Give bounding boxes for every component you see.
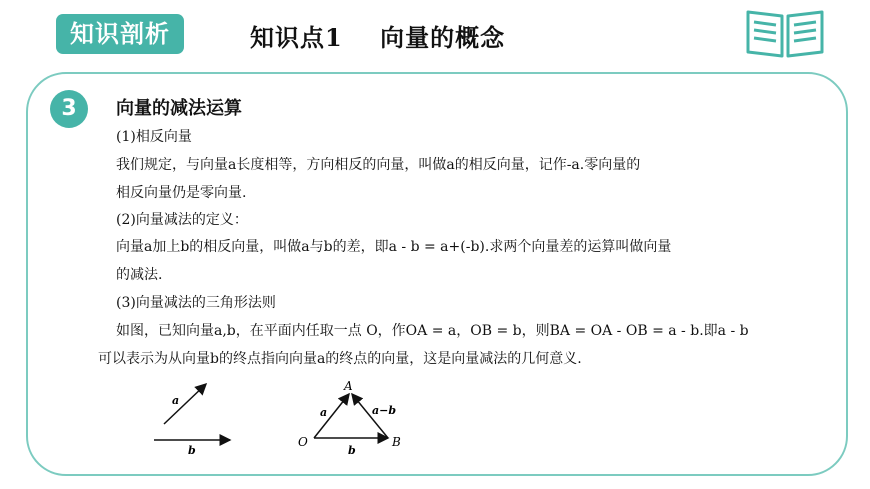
section-heading: 向量的减法运算: [116, 98, 242, 119]
vector-a-arrow: [164, 384, 206, 424]
section-number: 3: [50, 90, 88, 128]
vector-a-label: a: [172, 394, 180, 407]
vector-b-label: b: [188, 444, 196, 457]
text-line: 可以表示为从向量b的终点指向向量a的终点的向量，这是向量减法的几何意义.: [98, 351, 582, 367]
text-line: 向量a加上b的相反向量，叫做a与b的差，即a - b = a+(-b).求两个向量差的运算叫做向量: [116, 239, 672, 255]
side-a-label: a: [320, 406, 328, 419]
side-b-label: b: [348, 444, 356, 457]
point-O-label: O: [298, 435, 308, 449]
text-line: (3)向量减法的三角形法则: [116, 295, 276, 311]
text-line: 的减法.: [116, 267, 163, 283]
point-B-label: B: [392, 435, 401, 449]
text-line: 相反向量仍是零向量.: [116, 185, 247, 201]
point-A-label: A: [344, 379, 353, 393]
triangle-figure: [292, 378, 412, 458]
text-line: (2)向量减法的定义：: [116, 212, 248, 228]
page-title: 知识点1 向量的概念: [250, 23, 506, 52]
text-line: 如图，已知向量a,b，在平面内任取一点 O，作OA = a，OB = b，则BA = OA - OB = a - b.即a - b: [116, 323, 749, 339]
text-line: 我们规定，与向量a长度相等，方向相反的向量，叫做a的相反向量，记作-a.零向量的: [116, 157, 641, 173]
book-icon: [742, 6, 828, 60]
section-badge: 知识剖析: [56, 14, 184, 54]
text-line: (1)相反向量: [116, 129, 192, 145]
side-diff-label: a−b: [372, 404, 397, 417]
vector-figure: [148, 378, 238, 458]
